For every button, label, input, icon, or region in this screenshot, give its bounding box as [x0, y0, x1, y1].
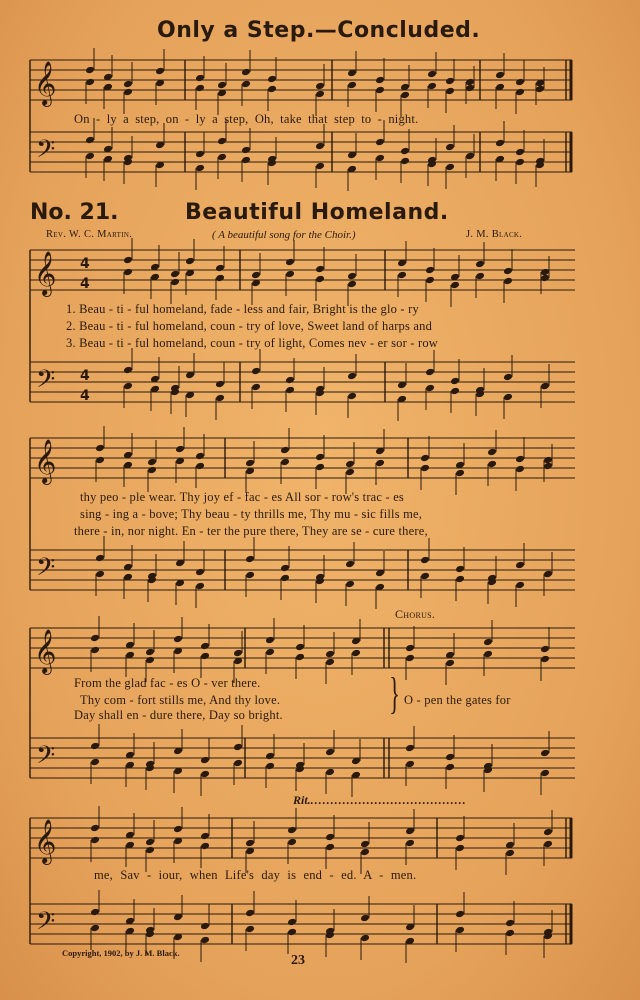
note-head — [543, 828, 553, 837]
note-head — [347, 272, 357, 281]
note-head — [195, 582, 205, 591]
note-head — [540, 268, 550, 277]
note-head — [540, 645, 550, 654]
s2-verse-3: there - in, nor night. En - ter the pure there, They are se - cure there, — [74, 524, 428, 538]
hymn-author: Rev. W. C. Martin. — [46, 229, 133, 240]
note-head — [123, 88, 133, 97]
note-head — [195, 150, 205, 159]
note-head — [400, 91, 410, 100]
note-head — [175, 445, 185, 454]
note-head — [195, 164, 205, 173]
svg-text:𝄞: 𝄞 — [34, 439, 57, 483]
note-head — [280, 564, 290, 573]
note-head — [200, 770, 210, 779]
note-head — [85, 66, 95, 75]
note-head — [487, 460, 497, 469]
note-head — [90, 824, 100, 833]
note-head — [445, 753, 455, 762]
note-head — [90, 836, 100, 845]
note-head — [503, 393, 513, 402]
note-head — [241, 156, 251, 165]
note-head — [315, 453, 325, 462]
note-head — [400, 157, 410, 166]
note-head — [123, 256, 133, 265]
note-head — [145, 846, 155, 855]
note-head — [345, 468, 355, 477]
note-head — [543, 456, 553, 465]
note-head — [200, 642, 210, 651]
svg-text:4: 4 — [80, 388, 90, 404]
note-head — [315, 82, 325, 91]
note-head — [217, 153, 227, 162]
svg-text:𝄢: 𝄢 — [36, 741, 56, 776]
svg-text:𝄞: 𝄞 — [34, 819, 57, 863]
note-head — [315, 463, 325, 472]
note-head — [455, 469, 465, 478]
note-head — [360, 848, 370, 857]
note-head — [425, 368, 435, 377]
note-head — [233, 759, 243, 768]
note-head — [285, 270, 295, 279]
note-head — [375, 86, 385, 95]
note-head — [285, 386, 295, 395]
note-head — [267, 75, 277, 84]
note-head — [315, 162, 325, 171]
note-head — [95, 444, 105, 453]
s2-verse-2: sing - ing a - bove; Thy beau - ty thrills me, Thy mu - sic fills me, — [80, 507, 423, 521]
note-head — [280, 458, 290, 467]
note-head — [540, 769, 550, 778]
note-head — [287, 826, 297, 835]
note-head — [495, 139, 505, 148]
note-head — [200, 936, 210, 945]
ritardando-mark: Rit........................................ — [293, 793, 467, 807]
note-head — [405, 760, 415, 769]
note-head — [540, 655, 550, 664]
note-head — [241, 146, 251, 155]
note-head — [285, 376, 295, 385]
svg-text:4: 4 — [80, 256, 90, 272]
note-head — [475, 272, 485, 281]
note-head — [345, 560, 355, 569]
note-head — [245, 909, 255, 918]
note-head — [445, 659, 455, 668]
note-head — [515, 158, 525, 167]
note-head — [245, 571, 255, 580]
svg-text:𝄢: 𝄢 — [36, 553, 56, 588]
note-head — [455, 565, 465, 574]
svg-text:𝄢: 𝄢 — [36, 135, 56, 170]
note-head — [280, 574, 290, 583]
note-head — [147, 466, 157, 475]
note-head — [170, 278, 180, 287]
note-head — [503, 267, 513, 276]
note-head — [280, 446, 290, 455]
note-head — [185, 257, 195, 266]
note-head — [445, 163, 455, 172]
note-head — [450, 387, 460, 396]
note-head — [251, 383, 261, 392]
s3-verse-2: Thy com - fort stills me, And thy love. — [80, 693, 281, 707]
note-head — [195, 568, 205, 577]
note-head — [145, 648, 155, 657]
note-head — [215, 274, 225, 283]
svg-text:𝄢: 𝄢 — [36, 365, 56, 400]
svg-text:𝄞: 𝄞 — [34, 629, 57, 673]
note-head — [200, 652, 210, 661]
note-head — [287, 928, 297, 937]
note-head — [515, 465, 525, 474]
note-head — [241, 80, 251, 89]
note-head — [95, 554, 105, 563]
note-head — [375, 138, 385, 147]
note-head — [315, 142, 325, 151]
note-head — [475, 260, 485, 269]
chorus-label: Chorus. — [395, 607, 436, 621]
note-head — [85, 78, 95, 87]
s2-verse-1: thy peo - ple wear. Thy joy ef - fac - es All sor - row's trac - es — [80, 490, 405, 504]
note-head — [540, 382, 550, 391]
note-head — [85, 136, 95, 145]
note-head — [95, 570, 105, 579]
svg-text:4: 4 — [80, 276, 90, 292]
note-head — [287, 838, 297, 847]
hymn-number: No. 21. — [30, 200, 119, 225]
note-head — [170, 270, 180, 279]
s4-verse-1: me, Sav - iour, when Life's day is end - ed. A - men. — [94, 868, 417, 882]
note-head — [90, 634, 100, 643]
note-head — [360, 840, 370, 849]
s3-verse-3: Day shall en - dure there, Day so bright. — [74, 708, 283, 722]
note-head — [295, 643, 305, 652]
note-head — [505, 919, 515, 928]
note-head — [95, 456, 105, 465]
note-head — [515, 78, 525, 87]
note-head — [515, 455, 525, 464]
note-head — [543, 570, 553, 579]
note-head — [347, 392, 357, 401]
s1-verse-2: 2. Beau - ti - ful homeland, coun - try of love, Sweet land of harps and — [66, 319, 433, 333]
note-head — [375, 459, 385, 468]
note-head — [400, 147, 410, 156]
note-head — [90, 924, 100, 933]
note-head — [450, 281, 460, 290]
note-head — [325, 833, 335, 842]
note-head — [483, 638, 493, 647]
note-head — [465, 152, 475, 161]
note-head — [195, 74, 205, 83]
hymn-composer: J. M. Black. — [466, 229, 523, 240]
rit-label: Rit. — [293, 793, 311, 807]
note-head — [85, 152, 95, 161]
note-head — [347, 280, 357, 289]
note-head — [505, 929, 515, 938]
svg-text:4: 4 — [80, 368, 90, 384]
note-head — [145, 838, 155, 847]
note-head — [325, 748, 335, 757]
copyright: Copyright, 1902, by J. M. Black. — [62, 948, 180, 958]
note-head — [315, 90, 325, 99]
note-head — [325, 768, 335, 777]
note-head — [515, 581, 525, 590]
note-head — [345, 460, 355, 469]
note-head — [90, 646, 100, 655]
note-head — [265, 636, 275, 645]
note-head — [397, 271, 407, 280]
note-head — [375, 76, 385, 85]
s1-verse-1: 1. Beau - ti - ful homeland, fade - less and fair, Bright is the glo - ry — [66, 302, 419, 316]
note-head — [287, 918, 297, 927]
note-head — [455, 910, 465, 919]
note-head — [503, 277, 513, 286]
note-head — [405, 644, 415, 653]
note-head — [420, 556, 430, 565]
note-head — [265, 762, 275, 771]
note-head — [245, 555, 255, 564]
note-head — [360, 914, 370, 923]
note-head — [375, 154, 385, 163]
note-head — [445, 143, 455, 152]
note-head — [200, 842, 210, 851]
note-heads — [85, 48, 553, 963]
note-head — [195, 84, 205, 93]
top-lyrics: On - ly a step, on - ly a step, Oh, take that step to - night. — [74, 112, 419, 126]
note-head — [233, 743, 243, 752]
hymn-title: Beautiful Homeland. — [185, 200, 449, 225]
note-head — [123, 268, 133, 277]
note-head — [241, 68, 251, 77]
note-head — [360, 934, 370, 943]
note-head — [425, 384, 435, 393]
note-head — [495, 71, 505, 80]
note-head — [217, 137, 227, 146]
top-title: Only a Step.—Concluded. — [157, 18, 481, 43]
note-head — [173, 635, 183, 644]
note-head — [123, 366, 133, 375]
note-head — [503, 373, 513, 382]
note-head — [215, 380, 225, 389]
note-head — [215, 264, 225, 273]
note-head — [487, 448, 497, 457]
note-head — [345, 580, 355, 589]
note-head — [483, 650, 493, 659]
note-head — [347, 81, 357, 90]
note-head — [265, 648, 275, 657]
note-head — [351, 649, 361, 658]
note-head — [445, 87, 455, 96]
note-head — [200, 832, 210, 841]
note-head — [325, 650, 335, 659]
note-head — [245, 839, 255, 848]
note-head — [147, 458, 157, 467]
note-head — [427, 70, 437, 79]
svg-text:𝄞: 𝄞 — [34, 251, 57, 295]
note-head — [465, 78, 475, 87]
note-head — [90, 742, 100, 751]
note-head — [515, 148, 525, 157]
note-head — [265, 752, 275, 761]
note-head — [543, 840, 553, 849]
note-head — [245, 925, 255, 934]
note-head — [217, 81, 227, 90]
note-head — [200, 922, 210, 931]
note-head — [325, 658, 335, 667]
note-head — [295, 653, 305, 662]
note-head — [90, 908, 100, 917]
note-head — [450, 377, 460, 386]
svg-text:𝄞: 𝄞 — [34, 61, 57, 105]
note-head — [540, 749, 550, 758]
note-head — [195, 452, 205, 461]
note-head — [195, 462, 205, 471]
s1-verse-3: 3. Beau - ti - ful homeland, coun - try of light, Comes nev - er sor - row — [66, 336, 439, 350]
note-head — [455, 926, 465, 935]
note-head — [285, 258, 295, 267]
note-head — [251, 367, 261, 376]
note-head — [245, 459, 255, 468]
note-head — [455, 834, 465, 843]
note-head — [173, 825, 183, 834]
note-head — [315, 265, 325, 274]
note-head — [315, 275, 325, 284]
note-head — [215, 394, 225, 403]
note-head — [515, 561, 525, 570]
note-head — [405, 654, 415, 663]
s3-verse-1: From the glad fac - es O - ver there. — [74, 676, 261, 690]
note-head — [455, 844, 465, 853]
note-head — [233, 649, 243, 658]
note-head — [325, 843, 335, 852]
note-head — [267, 85, 277, 94]
note-head — [505, 849, 515, 858]
note-head — [420, 454, 430, 463]
note-head — [515, 88, 525, 97]
note-head — [425, 276, 435, 285]
note-head — [425, 266, 435, 275]
note-head — [420, 572, 430, 581]
note-head — [427, 82, 437, 91]
note-head — [455, 575, 465, 584]
note-head — [200, 756, 210, 765]
note-head — [155, 67, 165, 76]
svg-text:𝄢: 𝄢 — [36, 907, 56, 942]
note-head — [420, 464, 430, 473]
note-head — [123, 382, 133, 391]
brace: } — [389, 669, 400, 718]
note-head — [251, 271, 261, 280]
note-head — [405, 744, 415, 753]
note-head — [123, 80, 133, 89]
note-head — [445, 77, 455, 86]
note-head — [90, 758, 100, 767]
note-head — [445, 763, 455, 772]
s3-refrain: O - pen the gates for — [404, 693, 511, 707]
page-number: 23 — [291, 953, 305, 968]
hymn-note: ( A beautiful song for the Choir.) — [212, 229, 356, 241]
note-head — [347, 372, 357, 381]
note-head — [405, 839, 415, 848]
note-head — [145, 656, 155, 665]
